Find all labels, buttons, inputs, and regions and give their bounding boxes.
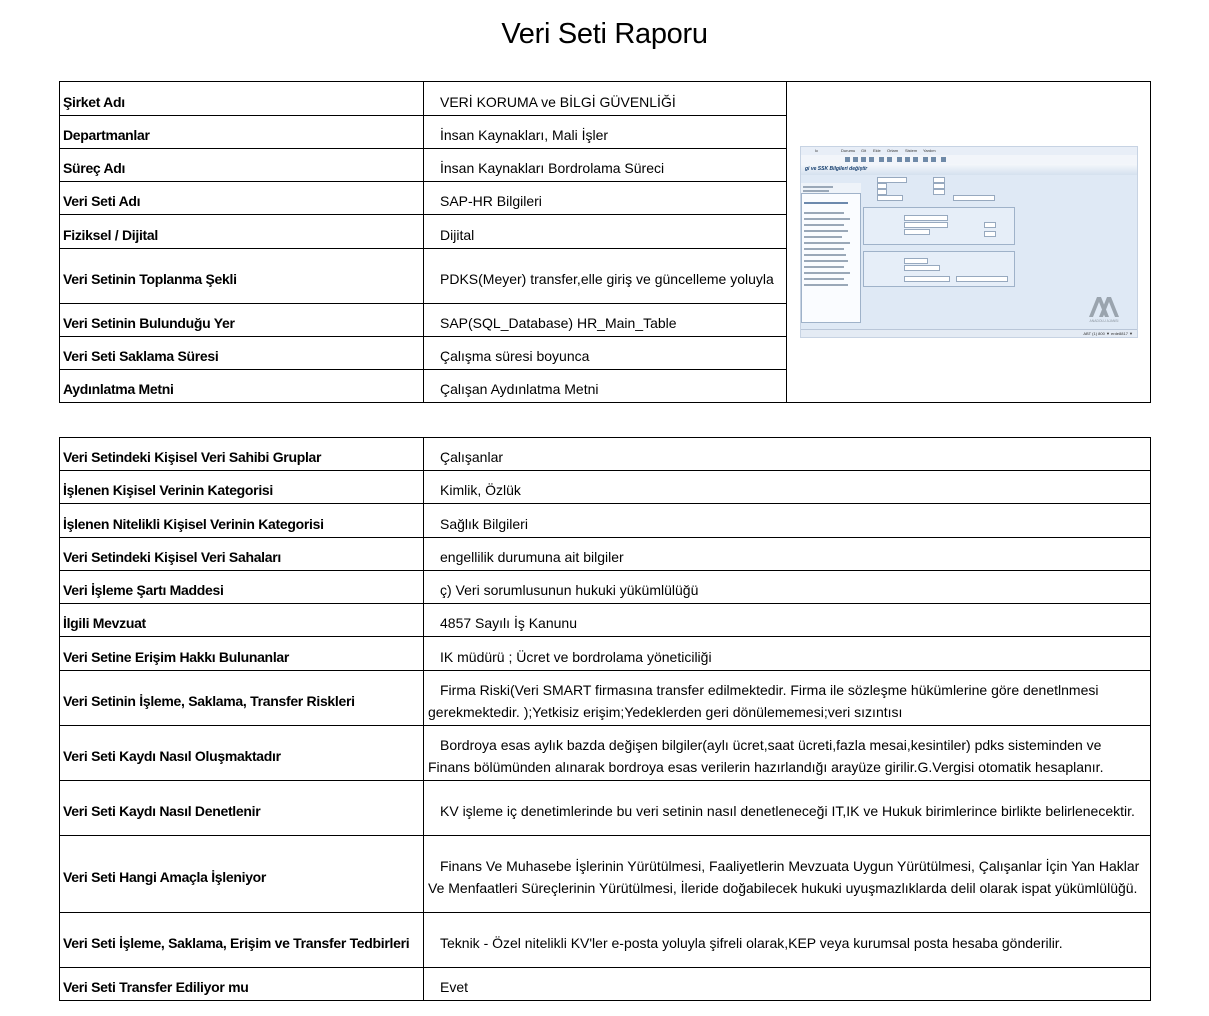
- row-label: Şirket Adı: [60, 82, 424, 116]
- row-value: Finans Ve Muhasebe İşlerinin Yürütülmesi, Faaliyetlerin Mevzuata Uygun Yürütülmesi, Çalışanlar İçin Yan Haklar Ve Menfaatleri Süreçlerinin Yürütülmesi, İleride doğabilecek hukuki uyuşmazlıklarda delil olarak ispat yükümlülüğü.: [428, 858, 1140, 896]
- row-value: Evet: [440, 979, 469, 995]
- table-row: [60, 836, 1151, 913]
- row-label: Aydınlatma Metni: [60, 370, 424, 403]
- row-value: Bordroya esas aylık bazda değişen bilgiler(aylı ücret,saat ücreti,fazla mesai,kesintiler) pdks sisteminden ve Finans bölümünden alınarak bordroya esas verilerin hazırlandığı arayüze girilir.G.Vergisi otomatik hesaplanır.: [428, 737, 1104, 775]
- table-row: [60, 82, 1151, 116]
- row-value: IK müdürü ; Ücret ve bordrolama yöneticiliği: [440, 648, 712, 665]
- row-value: VERİ KORUMA ve BİLGİ GÜVENLİĞİ: [440, 93, 676, 110]
- table-row: [60, 968, 1151, 1001]
- row-value: ç) Veri sorumlusunun hukuki yükümlülüğü: [440, 582, 699, 598]
- row-label: Veri Seti Adı: [60, 182, 424, 215]
- row-label: Veri Seti Saklama Süresi: [60, 337, 424, 370]
- menu-item: Durumu: [841, 148, 856, 153]
- row-label: Departmanlar: [60, 116, 424, 149]
- row-value: KV işleme iç denetimlerinde bu veri setinin nasıl denetleneceği IT,IK ve Hukuk birimlerince birlikte belirlenecektir.: [440, 803, 1135, 819]
- page-title: Veri Seti Raporu: [501, 18, 708, 50]
- table-row: [60, 726, 1151, 781]
- row-value: engellilik durumuna ait bilgiler: [440, 549, 624, 565]
- row-label: İlgili Mevzuat: [60, 604, 424, 637]
- row-label: İşlenen Kişisel Verinin Kategorisi: [60, 471, 424, 504]
- row-label: Veri Seti Transfer Ediliyor mu: [60, 968, 424, 1001]
- row-label: Veri Seti İşleme, Saklama, Erişim ve Transfer Tedbirleri: [60, 913, 424, 968]
- sap-form-header: [863, 177, 1013, 201]
- menu-item: Ekle: [873, 148, 881, 153]
- table-row: [60, 637, 1151, 671]
- sap-status-text: ABT (1) 800 ▼ erde8817 ▼: [1083, 331, 1133, 336]
- row-label: Veri Setindeki Kişisel Veri Sahibi Gruplar: [60, 438, 424, 471]
- sap-header-text: gi ve SSK Bilgileri değiştir: [805, 166, 868, 172]
- sap-employee-list: [801, 193, 861, 323]
- row-label: Fiziksel / Dijital: [60, 215, 424, 249]
- table-row: [60, 571, 1151, 604]
- row-label: İşlenen Nitelikli Kişisel Verinin Kategorisi: [60, 504, 424, 538]
- row-label: Süreç Adı: [60, 149, 424, 182]
- table-row: [60, 538, 1151, 571]
- row-value: Çalışma süresi boyunca: [440, 348, 590, 364]
- dataset-info-table: [59, 81, 1151, 403]
- svg-text:ANADOLU AJANSI: ANADOLU AJANSI: [1089, 319, 1119, 323]
- table-row: [60, 504, 1151, 538]
- sap-screen-header: [801, 164, 1137, 175]
- sap-menubar: [801, 147, 1137, 155]
- table-row: [60, 913, 1151, 968]
- menu-item: Ic: [815, 148, 819, 153]
- menu-item: Git: [861, 148, 867, 153]
- row-label: Veri İşleme Şartı Maddesi: [60, 571, 424, 604]
- row-value: Firma Riski(Veri SMART firmasına transfer edilmektedir. Firma ile sözleşme hükümlerine göre denetlnmesi gerekmektedir. );Yetkisiz erişim;Yedeklerden geri dönülememesi;veri sızıntısı: [428, 682, 1099, 720]
- row-value: İnsan Kaynakları, Mali İşler: [440, 127, 609, 143]
- table-row: [60, 604, 1151, 637]
- row-value: SAP(SQL_Database) HR_Main_Table: [440, 315, 677, 331]
- row-value: Dijital: [440, 226, 475, 243]
- menu-item: Sistem: [905, 148, 918, 153]
- row-value: Çalışanlar: [440, 449, 504, 465]
- screenshot-cell: [787, 82, 1151, 403]
- sap-statusbar: [801, 329, 1137, 337]
- table-row: [60, 781, 1151, 836]
- table-row: [60, 471, 1151, 504]
- sap-screenshot: [800, 146, 1138, 338]
- personal-data-table: [59, 437, 1151, 1001]
- row-value: Teknik - Özel nitelikli KV'ler e-posta yoluyla şifreli olarak,KEP veya kurumsal posta hesaba gönderilir.: [440, 935, 1063, 951]
- row-value: İnsan Kaynakları Bordrolama Süreci: [440, 160, 665, 176]
- row-label: Veri Setinin İşleme, Saklama, Transfer Riskleri: [60, 671, 424, 726]
- sap-group-box: [863, 251, 1015, 287]
- row-label: Veri Seti Kaydı Nasıl Denetlenir: [60, 781, 424, 836]
- table-row: [60, 671, 1151, 726]
- row-value: PDKS(Meyer) transfer,elle giriş ve güncelleme yoluyla: [440, 271, 774, 287]
- row-label: Veri Setinin Toplanma Şekli: [60, 249, 424, 304]
- row-value: Çalışan Aydınlatma Metni: [440, 381, 599, 397]
- row-value: Sağlık Bilgileri: [440, 515, 528, 532]
- row-value: Kimlik, Özlük: [440, 482, 521, 498]
- row-value: SAP-HR Bilgileri: [440, 193, 542, 209]
- row-label: Veri Seti Kaydı Nasıl Oluşmaktadır: [60, 726, 424, 781]
- table-row: [60, 438, 1151, 471]
- anadolu-logo-icon: [1085, 293, 1123, 323]
- row-label: Veri Setindeki Kişisel Veri Sahaları: [60, 538, 424, 571]
- row-label: Veri Setinin Bulunduğu Yer: [60, 304, 424, 337]
- menu-item: Yardım: [923, 148, 936, 153]
- row-value: 4857 Sayılı İş Kanunu: [440, 615, 577, 631]
- menu-item: Ortam: [887, 148, 899, 153]
- row-label: Veri Seti Hangi Amaçla İşleniyor: [60, 836, 424, 913]
- row-label: Veri Setine Erişim Hakkı Bulunanlar: [60, 637, 424, 671]
- sap-group-box: [863, 207, 1015, 245]
